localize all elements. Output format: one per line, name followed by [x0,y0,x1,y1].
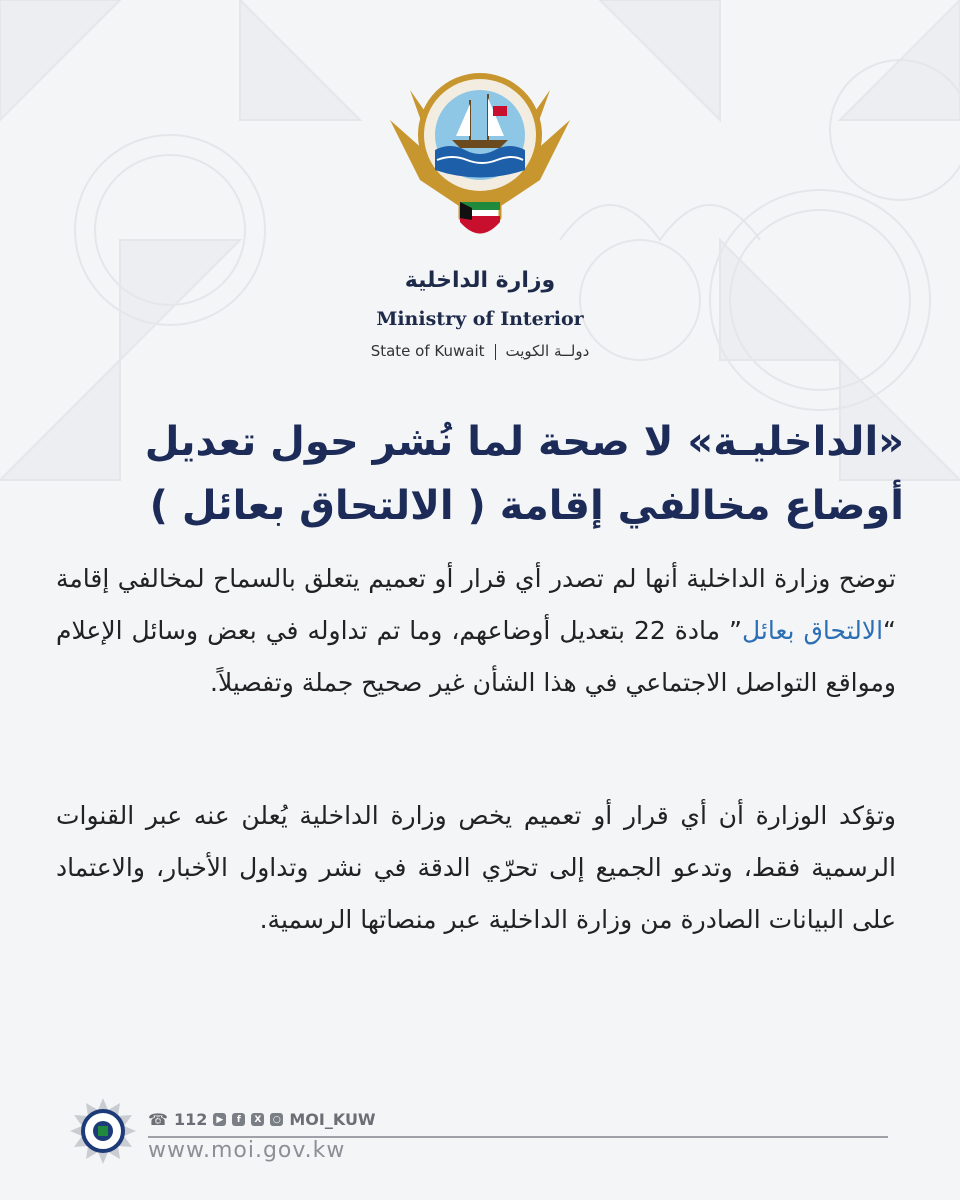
headline [50,410,904,538]
website-link[interactable]: www.moi.gov.kw [148,1138,346,1163]
state-line [0,342,960,360]
ministry-name-arabic: وزارة الداخلية [404,268,556,293]
facebook-icon[interactable]: f [232,1113,245,1126]
state-divider [495,344,496,360]
body-paragraph-2: وتؤكد الوزارة أن أي قرار أو تعميم يخص وزارة الداخلية يُعلن عنه عبر القنوات الرسمية فقط، وتدعو الجميع إلى تحرّي الدقة في نشر وتداول الأخبار، والاعتماد على البيانات الصادرة من وزارة الداخلية عبر منصاتها الرسمية. [56,801,896,934]
social-handle[interactable]: MOI_KUW [289,1110,376,1129]
youtube-icon[interactable]: ▶ [213,1113,226,1126]
x-icon[interactable]: X [251,1113,264,1126]
body-paragraph-1 [56,553,896,709]
paragraph-1-text-a: توضح وزارة الداخلية أنها لم تصدر أي قرار أو تعميم يتعلق بالسماح لمخالفي إقامة “ [56,564,896,645]
instagram-icon[interactable]: ○ [270,1113,283,1126]
state-name-english: State of Kuwait [370,342,485,360]
footer-contact-row [148,1110,376,1129]
phone-icon: ☎ [148,1110,168,1129]
headline-line-1: «الداخليـة» لا صحة لما نُشر حول تعديل [144,419,904,465]
state-name-arabic: دولــة الكويت [505,342,590,360]
highlighted-term: الالتحاق بعائل [741,616,884,645]
paragraph-1-text-b: ” مادة 22 بتعديل أوضاعهم، وما تم تداوله في بعض وسائل الإعلام ومواقع التواصل الاجتماعي في هذا الشأن غير صحيح جملة وتفصيلاً. [56,616,896,697]
coat-of-arms-emblem [390,60,570,250]
headline-line-2: أوضاع مخالفي إقامة ( الالتحاق بعائل ) [149,483,904,529]
police-badge-icon [70,1098,136,1164]
phone-number[interactable]: 112 [173,1110,208,1129]
ministry-name-english: Ministry of Interior [376,308,584,330]
